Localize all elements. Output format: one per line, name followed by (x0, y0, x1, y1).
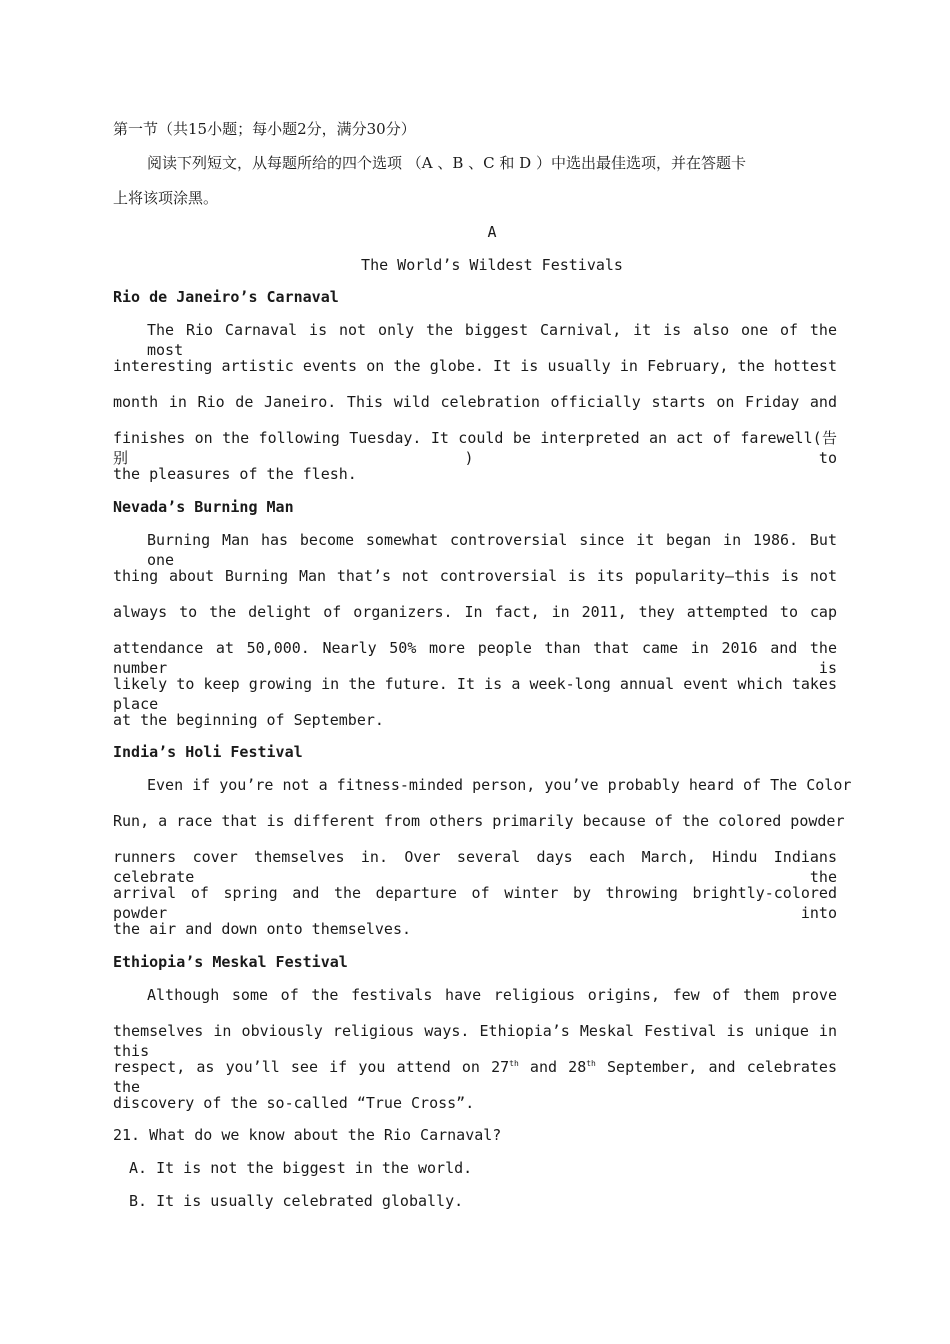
paragraph-line: Burning Man has become somewhat controversial since it began in 1986. But one (147, 531, 837, 569)
answer-option-a: A. It is not the biggest in the world. (129, 1159, 473, 1177)
instructions-line-1: 阅读下列短文，从每题所给的四个选项 （A 、B 、C 和 D ）中选出最佳选项，并在答题卡 (147, 154, 746, 172)
paragraph-line: runners cover themselves in. Over several days each March, Hindu Indians celebrate the (113, 848, 837, 886)
paragraph-line: finishes on the following Tuesday. It could be interpreted an act of farewell(告别) to (113, 429, 837, 467)
paragraph-line-with-dates (113, 1057, 837, 1097)
text-run: and 28 (518, 1058, 587, 1076)
paragraph-line: likely to keep growing in the future. It is a week-long annual event which takes place (113, 675, 837, 713)
paragraph-line: The Rio Carnaval is not only the biggest Carnival, it is also one of the most (147, 321, 837, 359)
paragraph-line: month in Rio de Janeiro. This wild celebration officially starts on Friday and (113, 393, 837, 411)
paragraph-line: themselves in obviously religious ways. Ethiopia’s Meskal Festival is unique in this (113, 1022, 837, 1060)
section-header: 第一节（共15小题；每小题2分，满分30分） (113, 120, 416, 138)
instructions-line-2: 上将该项涂黑。 (113, 189, 219, 207)
passage-letter: A (487, 223, 497, 241)
paragraph-line: Although some of the festivals have religious origins, few of them prove (147, 986, 837, 1004)
paragraph-line: Even if you’re not a fitness-minded person, you’ve probably heard of The Color (147, 776, 852, 794)
text-run: respect, as you’ll see if you attend on 27 (113, 1058, 510, 1076)
passage-title: The World’s Wildest Festivals (361, 256, 623, 274)
paragraph-line: thing about Burning Man that’s not controversial is its popularity—this is not (113, 567, 837, 585)
ordinal-suffix: th (586, 1059, 596, 1068)
paragraph-line: Run, a race that is different from others primarily because of the colored powder (113, 812, 845, 830)
section-heading-india: India’s Holi Festival (113, 743, 303, 761)
section-heading-rio: Rio de Janeiro’s Carnaval (113, 288, 339, 306)
paragraph-line: the air and down onto themselves. (113, 920, 412, 938)
paragraph-line: at the beginning of September. (113, 711, 384, 729)
section-heading-ethiopia: Ethiopia’s Meskal Festival (113, 953, 348, 971)
paragraph-line: always to the delight of organizers. In fact, in 2011, they attempted to cap (113, 603, 837, 621)
paragraph-line: the pleasures of the flesh. (113, 465, 357, 483)
paragraph-line: interesting artistic events on the globe. It is usually in February, the hottest (113, 357, 837, 375)
section-heading-nevada: Nevada’s Burning Man (113, 498, 294, 516)
answer-option-b: B. It is usually celebrated globally. (129, 1192, 464, 1210)
ordinal-suffix: th (509, 1059, 519, 1068)
paragraph-line: attendance at 50,000. Nearly 50% more people than that came in 2016 and the number is (113, 639, 837, 677)
paragraph-line: discovery of the so-called “True Cross”. (113, 1094, 475, 1112)
paragraph-line: arrival of spring and the departure of winter by throwing brightly-colored powder into (113, 884, 837, 922)
question-text: 21. What do we know about the Rio Carnaval? (113, 1126, 502, 1144)
text-run: September, and celebrates the (113, 1058, 837, 1096)
